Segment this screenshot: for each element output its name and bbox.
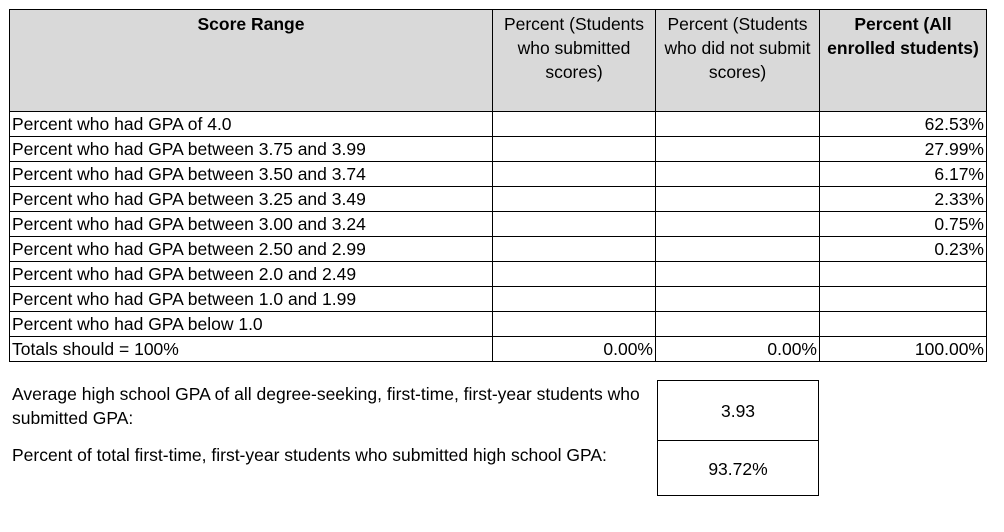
- row-label: Percent who had GPA between 3.00 and 3.24: [10, 212, 493, 237]
- row-label: Percent who had GPA between 3.75 and 3.99: [10, 137, 493, 162]
- cell-all-enrolled: [820, 287, 987, 312]
- header-score-range: Score Range: [10, 10, 493, 112]
- row-label: Percent who had GPA between 2.50 and 2.99: [10, 237, 493, 262]
- cell-all-enrolled: 62.53%: [820, 112, 987, 137]
- cell-not-submitted: [656, 212, 820, 237]
- cell-submitted: [493, 312, 656, 337]
- header-percent-not-submitted: Percent (Students who did not submit scores): [656, 10, 820, 112]
- table-row: [10, 137, 987, 162]
- table-row: [10, 237, 987, 262]
- table-row: [10, 162, 987, 187]
- totals-not-submitted: 0.00%: [656, 337, 820, 362]
- cell-all-enrolled: 6.17%: [820, 162, 987, 187]
- cell-not-submitted: [656, 262, 820, 287]
- table-row: [10, 112, 987, 137]
- totals-label: Totals should = 100%: [10, 337, 493, 362]
- totals-submitted: 0.00%: [493, 337, 656, 362]
- table-row: [10, 262, 987, 287]
- header-percent-submitted: Percent (Students who submitted scores): [493, 10, 656, 112]
- cell-submitted: [493, 237, 656, 262]
- cell-all-enrolled: [820, 262, 987, 287]
- table-row: [10, 312, 987, 337]
- row-label: Percent who had GPA between 1.0 and 1.99: [10, 287, 493, 312]
- gpa-distribution-table: [9, 9, 987, 362]
- cell-submitted: [493, 187, 656, 212]
- cell-not-submitted: [656, 287, 820, 312]
- cell-all-enrolled: [820, 312, 987, 337]
- cell-not-submitted: [656, 162, 820, 187]
- row-label: Percent who had GPA between 3.25 and 3.49: [10, 187, 493, 212]
- row-label: Percent who had GPA of 4.0: [10, 112, 493, 137]
- cell-all-enrolled: 0.75%: [820, 212, 987, 237]
- totals-all-enrolled: 100.00%: [820, 337, 987, 362]
- percent-submitted-gpa-value: 93.72%: [657, 440, 819, 496]
- cell-submitted: [493, 287, 656, 312]
- table-row: [10, 212, 987, 237]
- cell-submitted: [493, 112, 656, 137]
- cell-submitted: [493, 162, 656, 187]
- cell-submitted: [493, 137, 656, 162]
- cell-submitted: [493, 212, 656, 237]
- cell-submitted: [493, 262, 656, 287]
- cell-all-enrolled: 0.23%: [820, 237, 987, 262]
- average-gpa-label: Average high school GPA of all degree-seeking, first-time, first-year students who submitted GPA:: [12, 384, 640, 428]
- totals-row: [10, 337, 987, 362]
- cell-all-enrolled: 2.33%: [820, 187, 987, 212]
- cell-not-submitted: [656, 112, 820, 137]
- header-percent-all-enrolled: Percent (All enrolled students): [820, 10, 987, 112]
- row-label: Percent who had GPA below 1.0: [10, 312, 493, 337]
- percent-submitted-gpa-label: Percent of total first-time, first-year students who submitted high school GPA:: [12, 445, 607, 465]
- table-row: [10, 187, 987, 212]
- cell-not-submitted: [656, 312, 820, 337]
- row-label: Percent who had GPA between 2.0 and 2.49: [10, 262, 493, 287]
- row-label: Percent who had GPA between 3.50 and 3.74: [10, 162, 493, 187]
- cell-all-enrolled: 27.99%: [820, 137, 987, 162]
- cell-not-submitted: [656, 187, 820, 212]
- table-header-row: [10, 10, 987, 112]
- cell-not-submitted: [656, 137, 820, 162]
- average-gpa-value: 3.93: [657, 380, 819, 441]
- table-row: [10, 287, 987, 312]
- cell-not-submitted: [656, 237, 820, 262]
